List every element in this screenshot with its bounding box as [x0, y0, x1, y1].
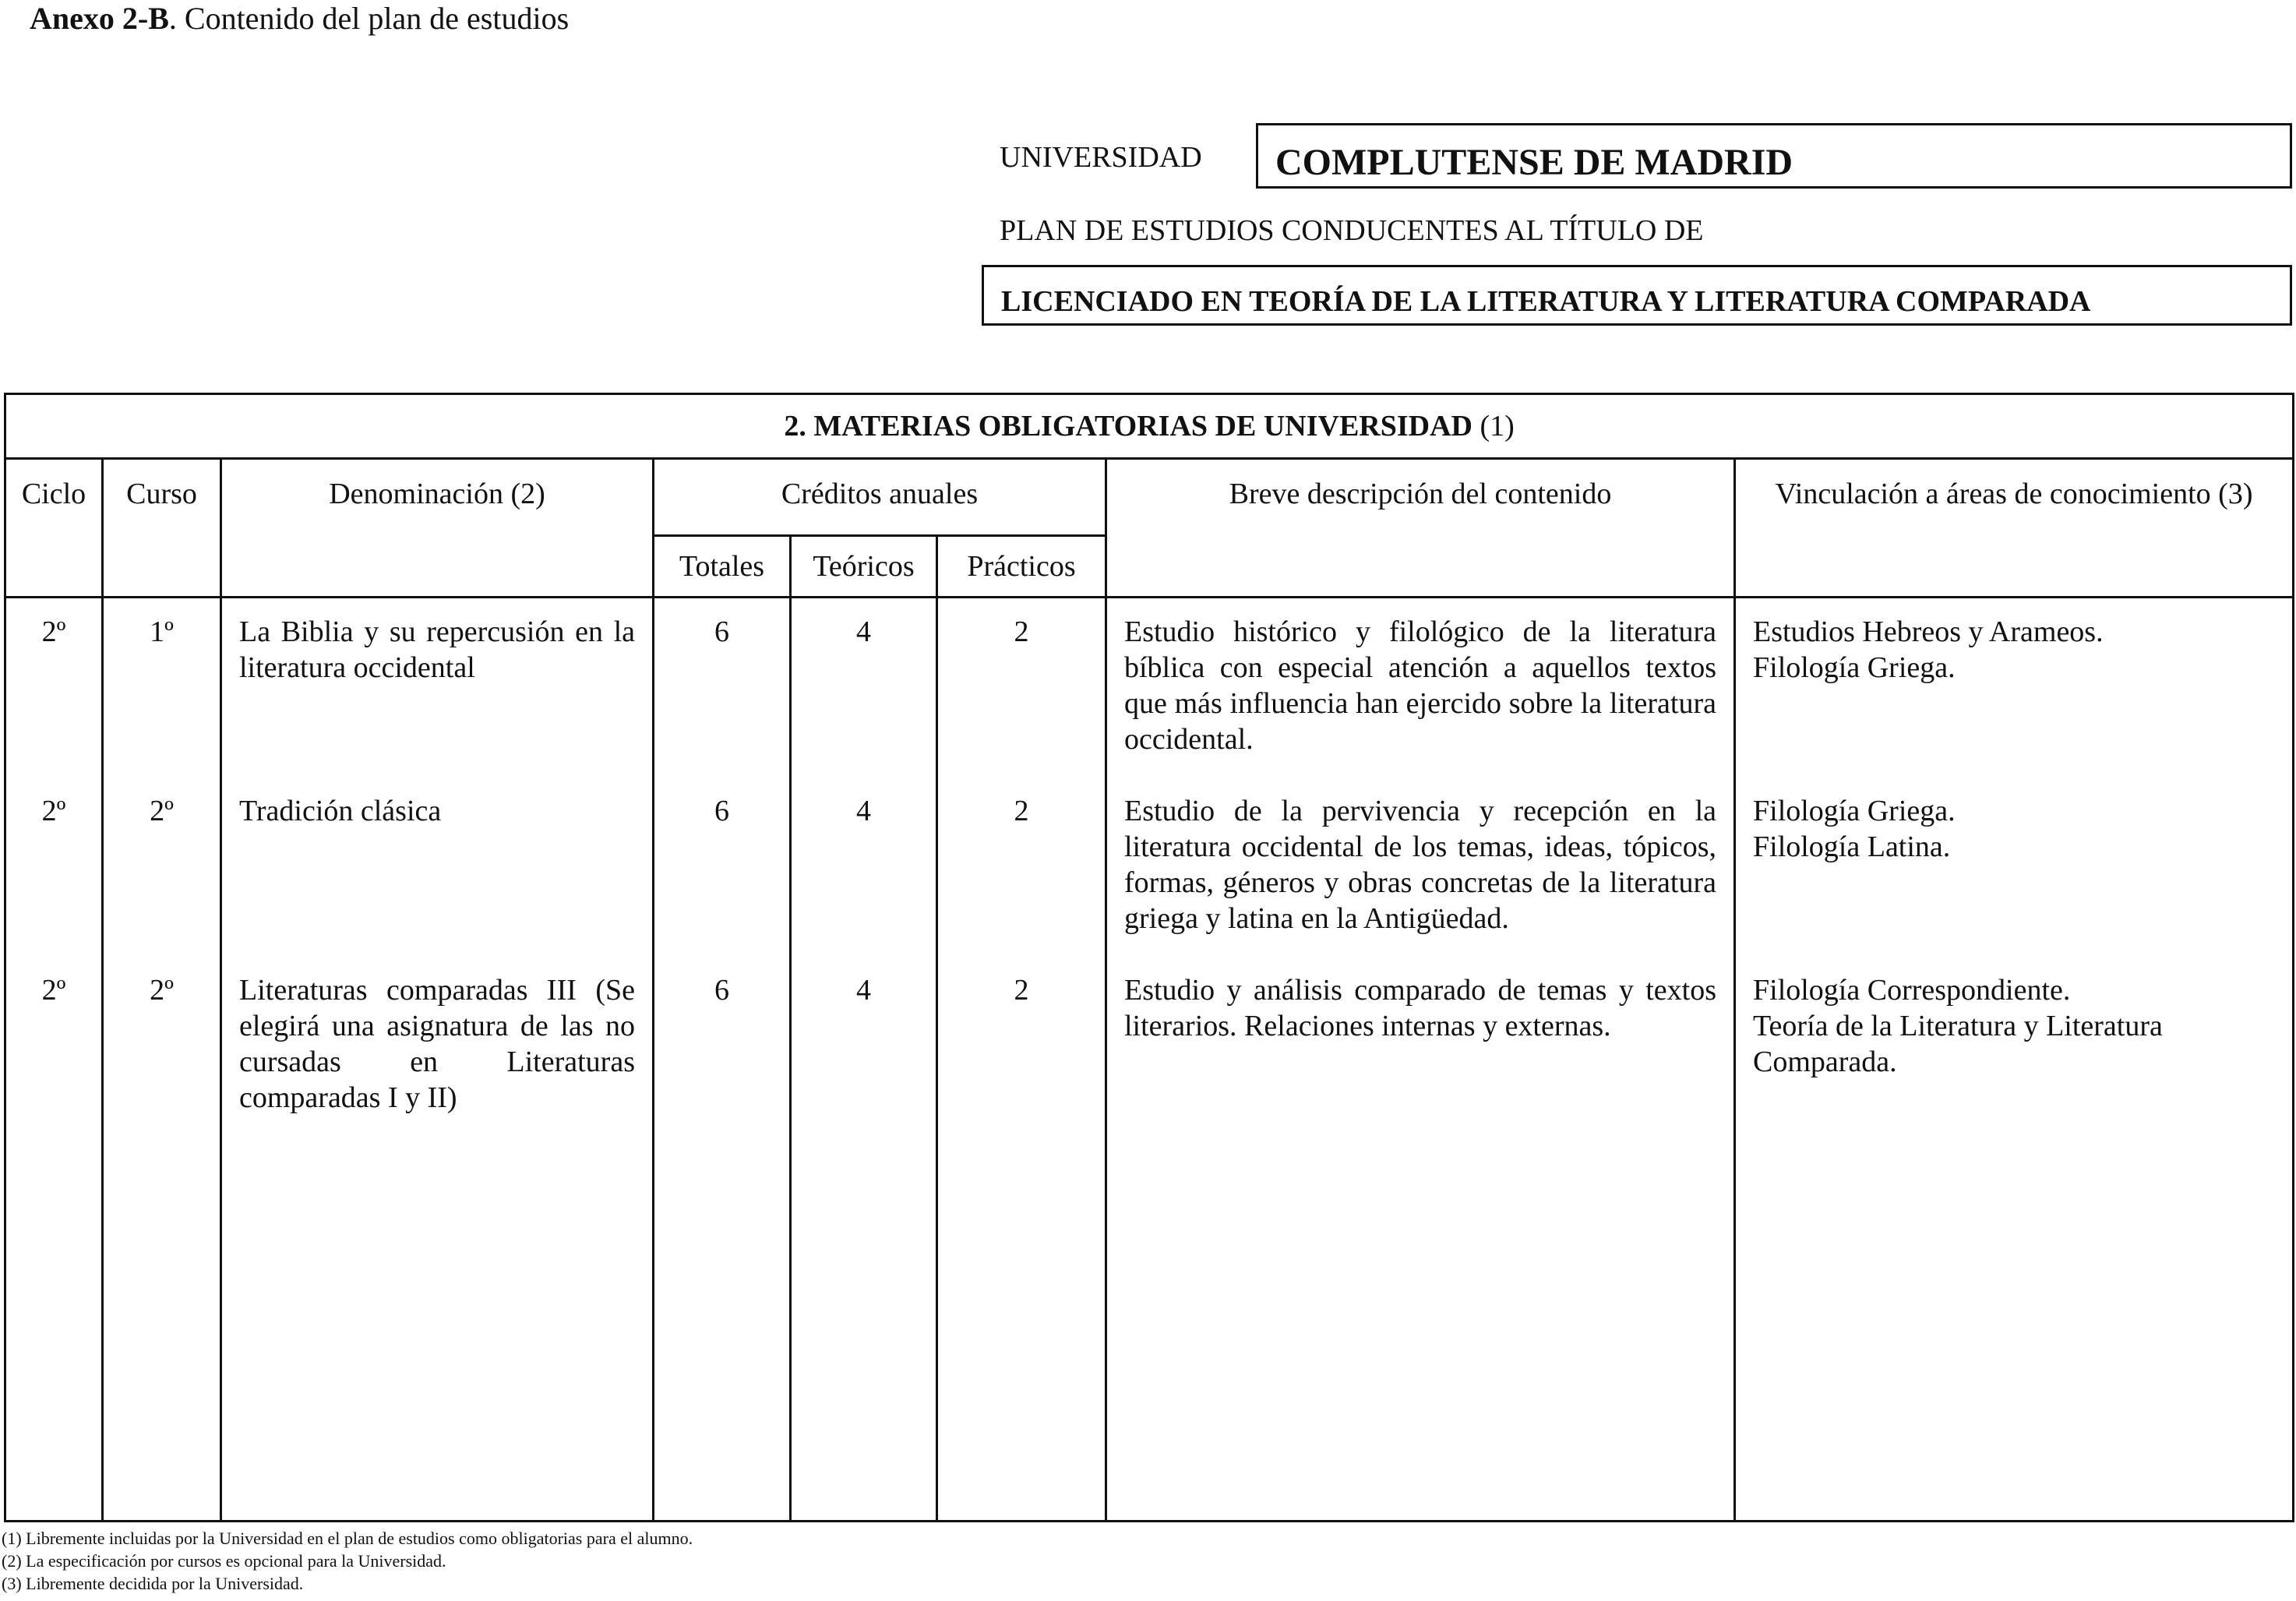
- col-header-curso: [103, 459, 221, 598]
- materias-table: [4, 393, 2294, 1522]
- annex-heading: [30, 0, 569, 37]
- annex-heading-rest: . Contenido del plan de estudios: [168, 1, 570, 36]
- table-row-2-vinculacion: [1736, 793, 2292, 865]
- vinculacion-column: [1735, 598, 2294, 1522]
- table-caption-note: (1): [1480, 410, 1515, 443]
- footnotes: [2, 1527, 693, 1595]
- table-row-1-vinculacion-line-2: Filología Griega.: [1753, 651, 1956, 684]
- col-header-ciclo: [5, 459, 103, 598]
- table-row-1-vinculacion-line-1: Estudios Hebreos y Arameos.: [1753, 615, 2104, 648]
- col-header-totales-text: Totales: [679, 550, 765, 583]
- col-header-practicos: [937, 536, 1106, 598]
- table-row-3-curso: 2º: [150, 974, 174, 1007]
- ciclo-column: [5, 598, 103, 1522]
- table-row-1-curso: 1º: [150, 615, 174, 648]
- universidad-value-box: [1256, 123, 2292, 189]
- col-header-creditos-text: Créditos anuales: [781, 478, 979, 510]
- table-row-2-totales: 6: [714, 795, 729, 827]
- annex-heading-bold: Anexo 2-B: [30, 1, 169, 36]
- plan-label: PLAN DE ESTUDIOS CONDUCENTES AL TÍTULO DE: [1000, 214, 1704, 247]
- table-row-2-vinculacion-line-2: Filología Latina.: [1753, 830, 1951, 863]
- col-header-creditos: [654, 459, 1106, 536]
- descripcion-column: [1106, 598, 1735, 1522]
- col-header-totales: [654, 536, 791, 598]
- table-row-1-vinculacion: [1736, 614, 2292, 686]
- table-row-3-ciclo: 2º: [41, 974, 66, 1007]
- practicos-column: [937, 598, 1106, 1522]
- titulo-value: LICENCIADO EN TEORÍA DE LA LITERATURA Y LITERATURA COMPARADA: [1001, 285, 2091, 318]
- col-header-descripcion: [1106, 459, 1735, 598]
- totales-column: [654, 598, 791, 1522]
- table-row-3-vinculacion-line-2: Teoría de la Literatura y Literatura Comparada.: [1753, 1010, 2163, 1078]
- col-header-denominacion-text: Denominación (2): [329, 478, 545, 510]
- table-caption: [5, 394, 2294, 459]
- table-row-3-vinculacion-line-1: Filología Correspondiente.: [1753, 974, 2071, 1007]
- col-header-teoricos-text: Teóricos: [813, 550, 915, 583]
- col-header-curso-text: Curso: [126, 478, 197, 510]
- footnote-1: (1) Libremente incluidas por la Universidad en el plan de estudios como obligatorias para el alumno.: [2, 1529, 693, 1548]
- table-row-3-descripcion: Estudio y análisis comparado de temas y textos literarios. Relaciones internas y externas.: [1124, 974, 1716, 1042]
- col-header-practicos-text: Prácticos: [967, 550, 1076, 583]
- table-row-1-teoricos: 4: [856, 615, 871, 648]
- table-row-2-denominacion: Tradición clásica: [239, 795, 442, 827]
- table-caption-text: 2. MATERIAS OBLIGATORIAS DE UNIVERSIDAD: [784, 410, 1472, 443]
- table-row-2-vinculacion-line-1: Filología Griega.: [1753, 795, 1956, 827]
- universidad-value: COMPLUTENSE DE MADRID: [1275, 142, 1793, 183]
- footnote-2: (2) La especificación por cursos es opcional para la Universidad.: [2, 1551, 446, 1571]
- titulo-box: [982, 265, 2292, 326]
- table-row-3-practicos: 2: [1014, 974, 1029, 1007]
- curso-column: [103, 598, 221, 1522]
- col-header-descripcion-text: Breve descripción del contenido: [1229, 478, 1612, 510]
- table-row-3-totales: 6: [714, 974, 729, 1007]
- table-row-1-descripcion: Estudio histórico y filológico de la literatura bíblica con especial atención a aquellos textos que más influencia han ejercido sobre la literatura occidental.: [1124, 615, 1716, 756]
- col-header-ciclo-text: Ciclo: [21, 478, 86, 510]
- table-row-3-vinculacion: [1736, 972, 2292, 1080]
- denominacion-column: [221, 598, 654, 1522]
- footnote-3: (3) Libremente decidida por la Universidad.: [2, 1574, 304, 1593]
- teoricos-column: [791, 598, 937, 1522]
- table-row-2-teoricos: 4: [856, 795, 871, 827]
- universidad-label: UNIVERSIDAD: [1000, 141, 1202, 174]
- table-row-3-teoricos: 4: [856, 974, 871, 1007]
- table-row-2-descripcion: Estudio de la pervivencia y recepción en la literatura occidental de los temas, ideas, tópicos, formas, géneros y obras concretas de la literatura griega y latina en la Antigüedad.: [1124, 795, 1716, 935]
- table-row-1-denominacion: La Biblia y su repercusión en la literatura occidental: [239, 615, 635, 684]
- table-row-1-ciclo: 2º: [41, 615, 66, 648]
- col-header-vinculacion: [1735, 459, 2294, 598]
- col-header-vinculacion-text: Vinculación a áreas de conocimiento (3): [1775, 478, 2253, 510]
- table-row-2-curso: 2º: [150, 795, 174, 827]
- table-row-1-practicos: 2: [1014, 615, 1029, 648]
- col-header-denominacion: [221, 459, 654, 598]
- table-row-3-denominacion: Literaturas comparadas III (Se elegirá una asignatura de las no cursadas en Literaturas comparadas I y II): [239, 974, 635, 1114]
- col-header-teoricos: [791, 536, 937, 598]
- table-row-1-totales: 6: [714, 615, 729, 648]
- table-row-2-ciclo: 2º: [41, 795, 66, 827]
- table-row-2-practicos: 2: [1014, 795, 1029, 827]
